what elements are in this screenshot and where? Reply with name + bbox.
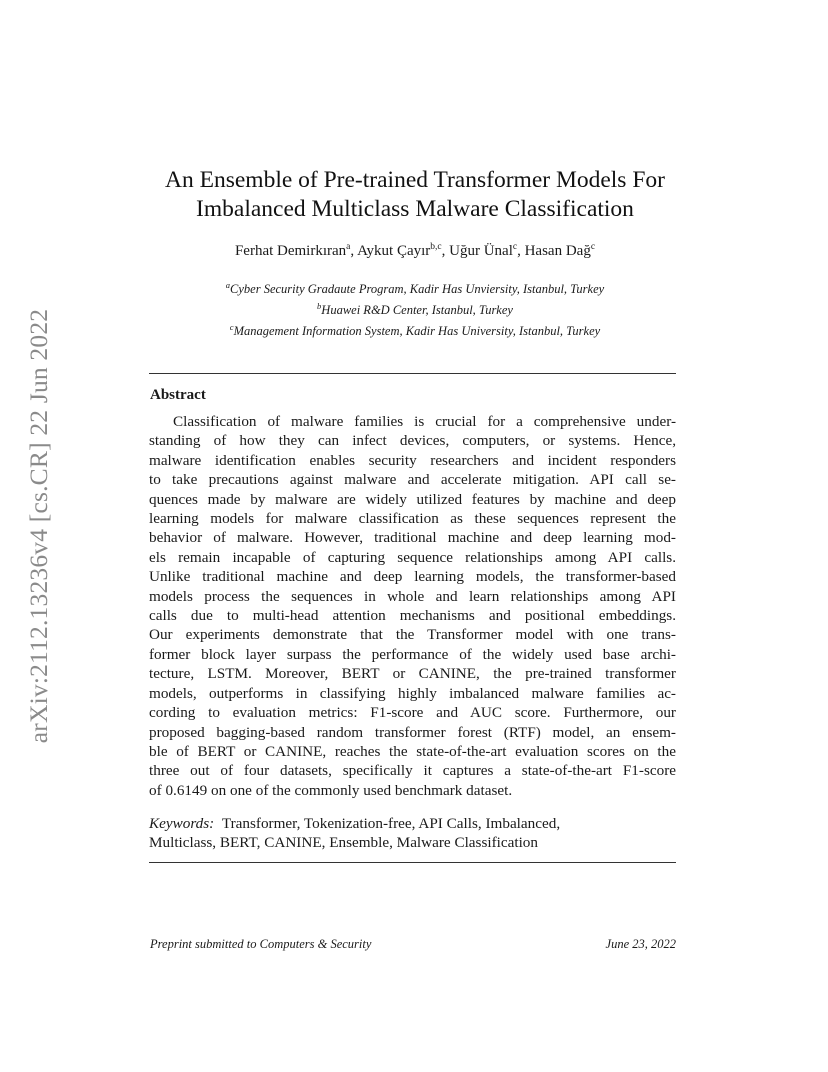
abstract-line: models process the sequences in whole and learn relationships among API [149, 587, 676, 605]
abstract-line: three out of four datasets, specifically it captures a state-of-the-art F1-score [149, 762, 676, 780]
affiliation-item [130, 277, 700, 298]
author-separator: , [517, 243, 525, 259]
affiliation-mark: a [225, 280, 231, 290]
abstract-line: learning models for malware classification as these sequences represent the [149, 510, 676, 528]
abstract-line: Our experiments demonstrate that the Transformer model with one trans- [149, 626, 676, 644]
abstract-line: of 0.6149 on one of the commonly used benchmark dataset. [149, 781, 513, 799]
arxiv-identifier-text: arXiv:2112.13236v4 [cs.CR] 22 Jun 2022 [24, 308, 53, 744]
author-affiliation-mark: c [590, 242, 596, 252]
preprint-date: June 23, 2022 [605, 937, 676, 951]
abstract-bottom-rule [149, 862, 676, 863]
author-affiliation-mark: c [512, 242, 518, 252]
abstract-line: quences made by malware are widely utilized features by machine and deep [149, 490, 676, 508]
abstract-line: Unlike traditional machine and deep learning models, the transformer-based [149, 568, 676, 586]
abstract-line: standing of how they can infect devices, computers, or systems. Hence, [149, 432, 676, 450]
keywords-block [149, 814, 676, 853]
keywords-line-1 [149, 814, 676, 833]
title-line-2: Imbalanced Multiclass Malware Classification [196, 196, 634, 222]
abstract-line: malware identification enables security researchers and incident responders [149, 451, 676, 469]
affiliation-mark: b [317, 301, 322, 312]
affiliation-text: Huawei R&D Center, Istanbul, Turkey [321, 303, 513, 318]
abstract-line: Classification of malware families is crucial for a comprehensive under- [173, 413, 676, 430]
abstract-line: former block layer surpass the performance of the widely used base archi- [149, 645, 676, 663]
author-name: Aykut Çayır [357, 243, 431, 259]
abstract-heading: Abstract [150, 387, 206, 403]
author-name: Hasan Dağ [524, 243, 591, 259]
keywords-label: Keywords: [149, 815, 215, 832]
abstract-line: calls due to multi-head attention mechanisms and positional embeddings. [149, 607, 676, 625]
author-list [130, 242, 700, 260]
abstract-top-rule [149, 373, 676, 374]
abstract-line: tecture, LSTM. Moreover, BERT or CANINE, the pre-trained transformer [149, 665, 676, 683]
keywords-line-2: Multiclass, BERT, CANINE, Ensemble, Malware Classification [149, 834, 538, 852]
abstract-line: models, outperforms in classifying highly imbalanced malware families ac- [149, 684, 676, 702]
title-line-1: An Ensemble of Pre-trained Transformer Models For [165, 167, 665, 193]
abstract-line: behavior of malware. However, traditional machine and deep learning mod- [149, 529, 676, 547]
author-affiliation-mark: b,c [430, 242, 442, 252]
abstract-body [149, 412, 676, 800]
affiliation-list [130, 277, 700, 340]
keywords-text-1: Transformer, Tokenization-free, API Calls, Imbalanced, [221, 815, 561, 832]
author-name: Uğur Ünal [449, 243, 513, 259]
affiliation-item [130, 319, 700, 340]
abstract-line: els remain incapable of capturing sequence relationships among API calls. [149, 548, 676, 566]
author-separator: , [350, 243, 358, 259]
abstract-line: proposed bagging-based random transformer forest (RTF) model, an ensem- [149, 723, 676, 741]
submission-note: Preprint submitted to Computers & Security [150, 937, 372, 951]
affiliation-text: Management Information System, Kadir Has University, Istanbul, Turkey [233, 324, 601, 339]
arxiv-identifier-stamp [22, 296, 56, 756]
author-separator: , [441, 243, 450, 259]
abstract-line: to take precautions against malware and accelerate mitigation. API call se- [149, 471, 676, 489]
abstract-line: cording to evaluation metrics: F1-score and AUC score. Furthermore, our [149, 704, 676, 722]
author-affiliation-mark: a [346, 242, 351, 252]
affiliation-item [130, 298, 700, 319]
paper-title [130, 166, 700, 224]
affiliation-text: Cyber Security Gradaute Program, Kadir Has Unviersity, Istanbul, Turkey [230, 282, 605, 297]
affiliation-mark: c [229, 322, 234, 333]
abstract-line: ble of BERT or CANINE, reaches the state-of-the-art evaluation scores on the [149, 742, 676, 760]
author-name: Ferhat Demirkıran [234, 243, 347, 259]
